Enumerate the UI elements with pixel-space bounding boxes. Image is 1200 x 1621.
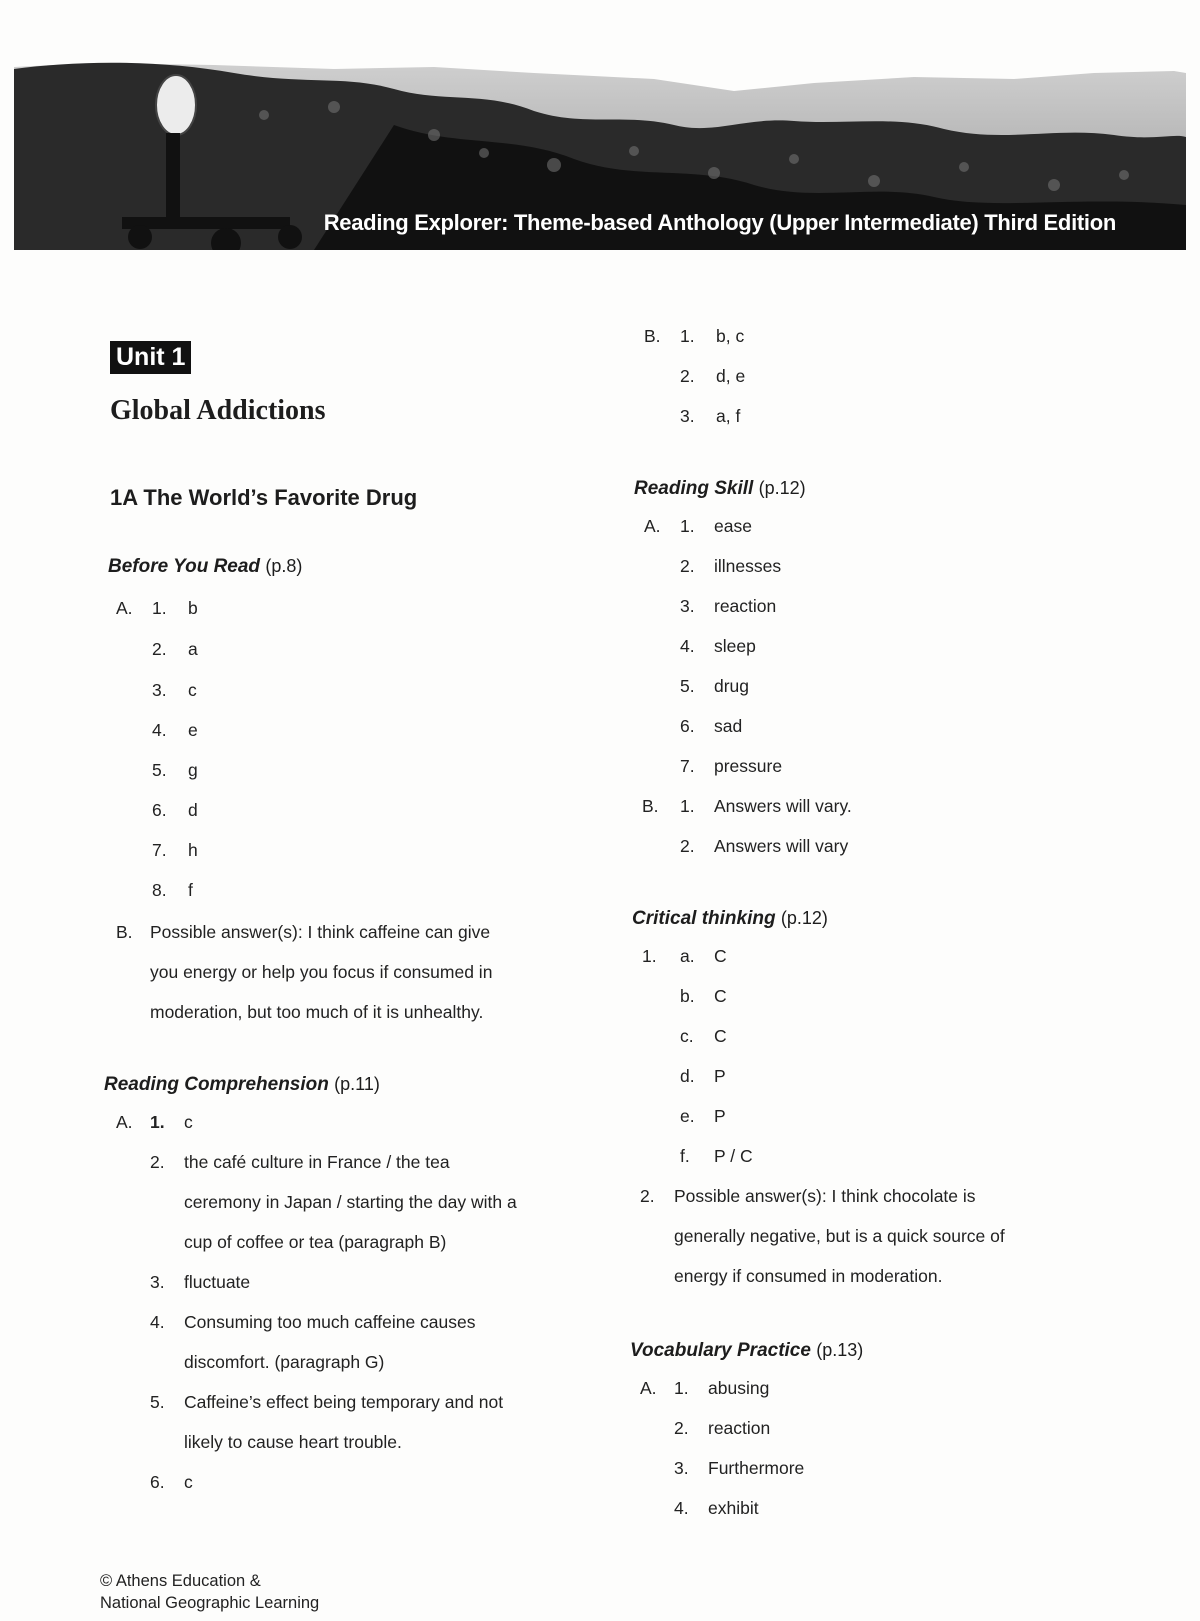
item-answer: ease (714, 516, 752, 536)
item-number: 3. (674, 1458, 689, 1478)
item-number: 1. (674, 1378, 689, 1398)
answer-line: ceremony in Japan / starting the day with a (184, 1192, 517, 1212)
answer-line: c (184, 1472, 193, 1492)
item-number: 2. (680, 836, 695, 856)
item-answer: reaction (714, 596, 777, 616)
reading-skill-heading: Reading Skill (p.12) (634, 478, 806, 499)
part-label: A. (116, 1112, 133, 1132)
item-answer: h (188, 840, 198, 860)
lesson-title: 1A The World’s Favorite Drug (110, 485, 418, 510)
item-answer: d, e (716, 366, 746, 386)
header-banner (14, 55, 1186, 250)
item-number: 5. (680, 676, 695, 696)
unit-badge: Unit 1 (110, 341, 191, 374)
item-answer: d (188, 800, 198, 820)
answer-line: discomfort. (paragraph G) (184, 1352, 385, 1372)
item-answer: e (188, 720, 198, 740)
item-answer: b, c (716, 326, 745, 346)
item-answer: Answers will vary (714, 836, 849, 856)
unit-title: Global Addictions (110, 395, 326, 426)
item-answer: C (714, 946, 727, 966)
item-number: 5. (152, 760, 167, 780)
item-answer: P (714, 1066, 726, 1086)
item-answer: f (188, 880, 193, 900)
sub-label: e. (680, 1106, 695, 1126)
reading-comprehension-heading: Reading Comprehension (p.11) (104, 1074, 380, 1095)
item-number: 1. (152, 598, 167, 618)
item-number: 3. (152, 680, 167, 700)
item-number: 7. (152, 840, 167, 860)
part-label: A. (640, 1378, 657, 1398)
item-number: 2. (680, 366, 695, 386)
item-number: 1. (150, 1112, 165, 1132)
item-number: 7. (680, 756, 695, 776)
item-answer: illnesses (714, 556, 782, 576)
answer-line: Consuming too much caffeine causes (184, 1312, 476, 1332)
item-answer: C (714, 1026, 727, 1046)
item-answer: c (188, 680, 197, 700)
item-number: 5. (150, 1392, 165, 1412)
item-number: 6. (152, 800, 167, 820)
item-answer: b (188, 598, 198, 618)
sub-label: c. (680, 1026, 694, 1046)
item-number: 6. (680, 716, 695, 736)
item-answer: sleep (714, 636, 756, 656)
item-answer: a (188, 639, 198, 659)
item-answer: pressure (714, 756, 783, 776)
item-answer: drug (714, 676, 750, 696)
item-number: 2. (150, 1152, 165, 1172)
item-number: 6. (150, 1472, 165, 1492)
item-number: 2. (640, 1186, 655, 1206)
before-you-read-heading: Before You Read (p.8) (108, 556, 303, 577)
answer-line: generally negative, but is a quick source of (674, 1226, 1005, 1246)
item-number: 4. (674, 1498, 689, 1518)
answer-line: cup of coffee or tea (paragraph B) (184, 1232, 447, 1252)
sub-label: a. (680, 946, 695, 966)
item-answer: exhibit (708, 1498, 759, 1518)
answer-line: energy if consumed in moderation. (674, 1266, 943, 1286)
item-answer: g (188, 760, 198, 780)
part-label: B. (644, 326, 661, 346)
item-number: 3. (680, 406, 695, 426)
item-answer: a, f (716, 406, 741, 426)
item-number: 3. (150, 1272, 165, 1292)
item-answer: C (714, 986, 727, 1006)
copyright-footer (100, 1570, 319, 1614)
footer-line: © Athens Education & (100, 1572, 261, 1590)
footer-line: National Geographic Learning (100, 1594, 320, 1612)
item-number: 1. (680, 326, 695, 346)
item-number: 1. (680, 796, 695, 816)
item-number: 3. (680, 596, 695, 616)
item-answer: Answers will vary. (714, 796, 852, 816)
answer-line: fluctuate (184, 1272, 251, 1292)
answer-line: you energy or help you focus if consumed in (150, 962, 493, 982)
item-answer: abusing (708, 1378, 770, 1398)
item-number: 1. (680, 516, 695, 536)
item-number: 2. (152, 639, 167, 659)
answer-line: moderation, but too much of it is unhealthy. (150, 1002, 484, 1022)
item-number: 8. (152, 880, 167, 900)
answer-line: likely to cause heart trouble. (184, 1432, 402, 1452)
item-answer: P (714, 1106, 726, 1126)
answer-line: Possible answer(s): I think chocolate is (674, 1186, 976, 1206)
item-answer: reaction (708, 1418, 771, 1438)
part-label: B. (116, 922, 133, 942)
item-number: 2. (680, 556, 695, 576)
answer-line: the café culture in France / the tea (184, 1152, 450, 1172)
sub-label: b. (680, 986, 695, 1006)
item-number: 4. (680, 636, 695, 656)
part-label: A. (116, 598, 133, 618)
item-number: 4. (152, 720, 167, 740)
item-number: 1. (642, 946, 657, 966)
answer-line: Caffeine’s effect being temporary and not (184, 1392, 504, 1412)
sub-label: f. (680, 1146, 690, 1166)
item-answer: Furthermore (708, 1458, 805, 1478)
answer-line: c (184, 1112, 193, 1132)
answer-line: Possible answer(s): I think caffeine can give (150, 922, 491, 942)
sub-label: d. (680, 1066, 695, 1086)
critical-thinking-heading: Critical thinking (p.12) (632, 908, 828, 929)
banner-title: Reading Explorer: Theme-based Anthology (Upper Intermediate) Third Edition (323, 210, 1116, 235)
item-number: 4. (150, 1312, 165, 1332)
item-answer: sad (714, 716, 743, 736)
item-number: 2. (674, 1418, 689, 1438)
part-label: A. (644, 516, 661, 536)
vocabulary-practice-heading: Vocabulary Practice (p.13) (630, 1340, 864, 1361)
part-label: B. (642, 796, 659, 816)
item-answer: P / C (714, 1146, 753, 1166)
